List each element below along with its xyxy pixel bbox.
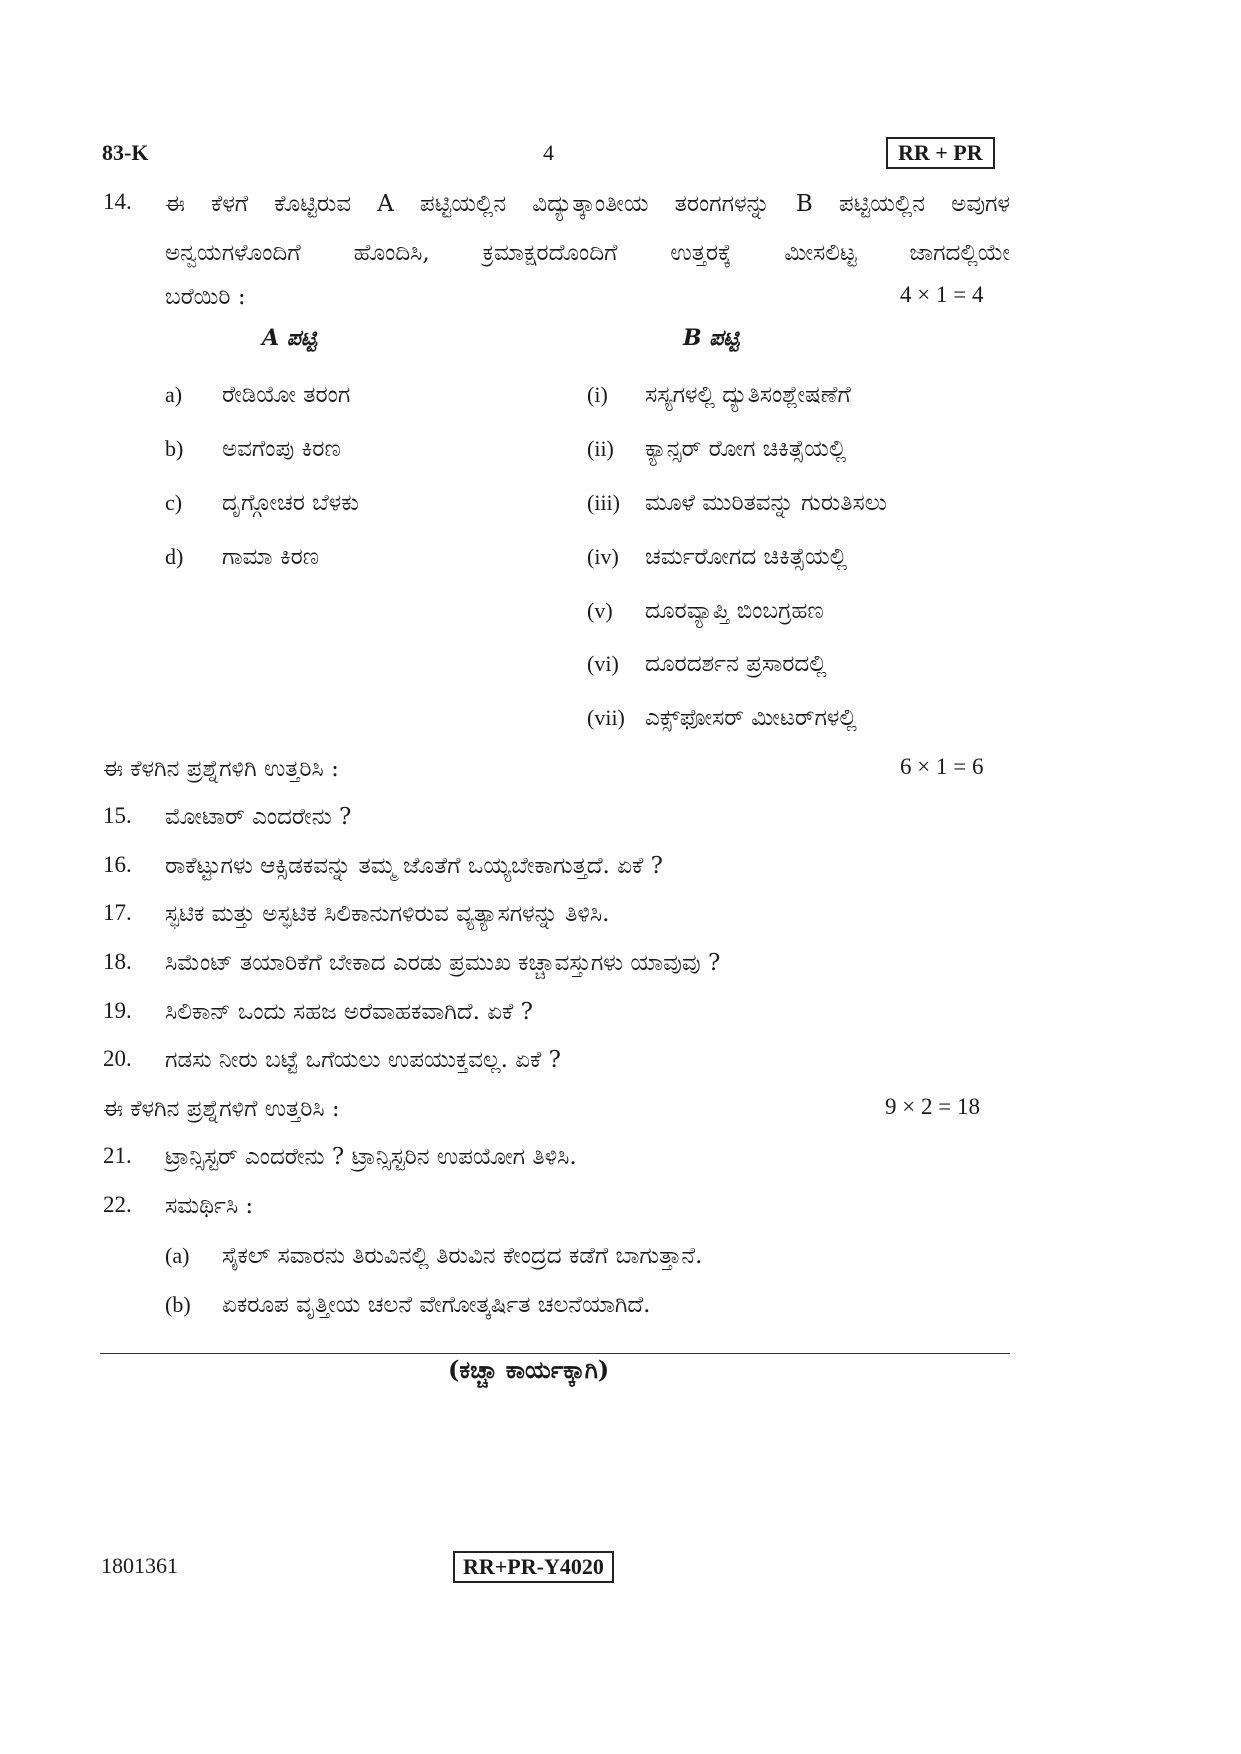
q22-a-text: ಸೈಕಲ್ ಸವಾರನು ತಿರುವಿನಲ್ಲಿ ತಿರುವಿನ ಕೇಂದ್ರದ ಕಡೆಗೆ ಬಾಗುತ್ತಾನೆ. (222, 1243, 703, 1269)
q22-text: ಸಮರ್ಥಿಸಿ : (165, 1193, 254, 1219)
column-b-title: B ಪಟ್ಟಿ (683, 325, 740, 351)
col-b-item: ಮೂಳೆ ಮುರಿತವನ್ನು ಗುರುತಿಸಲು (645, 490, 887, 516)
col-b-item: ಸಸ್ಯಗಳಲ್ಲಿ ದ್ಯುತಿಸಂಶ್ಲೇಷಣೆಗೆ (645, 382, 851, 408)
section-instruction: ಈ ಕೆಳಗಿನ ಪ್ರಶ್ನೆಗಳಿಗೆ ಉತ್ತರಿಸಿ : (103, 1096, 340, 1122)
q14-line3: ಬರೆಯಿರಿ : (165, 284, 246, 310)
col-a-item: ದೃಗ್ಗೋಚರ ಬೆಳಕು (222, 490, 359, 516)
col-b-item: ದೂರವ್ಯಾಪ್ತಿ ಬಿಂಬಗ್ರಹಣ (645, 598, 824, 624)
q18-number: 18. (103, 949, 132, 974)
col-b-label: (iv) (587, 544, 619, 569)
q18-text: ಸಿಮೆಂಟ್ ತಯಾರಿಕೆಗೆ ಬೇಕಾದ ಎರಡು ಪ್ರಮುಖ ಕಚ್ಚಾವಸ್ತುಗಳು ಯಾವುವು ? (165, 950, 721, 976)
q14-marks: 4 × 1 = 4 (900, 282, 984, 307)
q16-text: ರಾಕೆಟ್ಟುಗಳು ಆಕ್ಸಿಡಕವನ್ನು ತಮ್ಮ ಜೊತೆಗೆ ಒಯ್ಯಬೇಕಾಗುತ್ತದೆ. ಏಕೆ ? (165, 853, 663, 879)
q22-b-label: (b) (165, 1292, 191, 1317)
paper-code: 83-K (102, 140, 149, 165)
section-marks: 9 × 2 = 18 (885, 1094, 980, 1119)
footer-version-box: RR+PR-Y4020 (453, 1551, 614, 1583)
section-instruction: ಈ ಕೆಳಗಿನ ಪ್ರಶ್ನೆಗಳಿಗಿ ಉತ್ತರಿಸಿ : (103, 756, 339, 782)
col-b-label: (iii) (587, 490, 620, 515)
q15-number: 15. (103, 803, 132, 828)
col-a-item: ಗಾಮಾ ಕಿರಣ (222, 544, 320, 570)
q22-b-text: ಏಕರೂಪ ವೃತ್ತೀಯ ಚಲನೆ ವೇಗೋತ್ಕರ್ಷಿತ ಚಲನೆಯಾಗಿದೆ. (222, 1292, 651, 1318)
q14-line2: ಅನ್ವಯಗಳೊಂದಿಗೆ ಹೊಂದಿಸಿ, ಕ್ರಮಾಕ್ಷರದೊಂದಿಗೆ ಉತ್ತರಕ್ಕೆ ಮೀಸಲಿಟ್ಟ ಜಾಗದಲ್ಲಿಯೇ (165, 240, 1010, 266)
col-b-item: ದೂರದರ್ಶನ ಪ್ರಸಾರದಲ್ಲಿ (645, 651, 827, 677)
section-divider (100, 1353, 1010, 1354)
col-a-label: d) (165, 544, 184, 569)
q22-number: 22. (103, 1192, 132, 1217)
col-b-item: ಚರ್ಮರೋಗದ ಚಿಕಿತ್ಸೆಯಲ್ಲಿ (645, 544, 848, 570)
col-b-label: (v) (587, 598, 613, 623)
rough-work-label: (ಕಚ್ಚಾ ಕಾರ್ಯಕ್ಕಾಗಿ) (448, 1355, 610, 1384)
q17-text: ಸ್ಫಟಿಕ ಮತ್ತು ಅಸ್ಫಟಿಕ ಸಿಲಿಕಾನುಗಳಿರುವ ವ್ಯತ್ಯಾಸಗಳನ್ನು ತಿಳಿಸಿ. (165, 901, 610, 927)
q15-text: ಮೋಟಾರ್ ಎಂದರೇನು ? (165, 804, 352, 830)
q20-number: 20. (103, 1046, 132, 1071)
col-b-label: (vii) (587, 705, 625, 730)
q19-number: 19. (103, 998, 132, 1023)
q21-number: 21. (103, 1143, 132, 1168)
q14-number: 14. (103, 189, 132, 214)
col-a-label: a) (165, 382, 183, 407)
col-a-item: ರೇಡಿಯೋ ತರಂಗ (222, 382, 351, 408)
header-version-box: RR + PR (886, 137, 995, 169)
q14-line1: ಈ ಕೆಳಗೆ ಕೊಟ್ಟಿರುವ A ಪಟ್ಟಿಯಲ್ಲಿನ ವಿದ್ಯುತ್ಕಾಂತೀಯ ತರಂಗಗಳನ್ನು B ಪಟ್ಟಿಯಲ್ಲಿನ ಅವುಗಳ (165, 191, 1010, 217)
col-b-item: ಎಕ್ಸ್‌ಫೋಸರ್ ಮೀಟರ್‌ಗಳಲ್ಲಿ (645, 705, 857, 731)
col-b-label: (ii) (587, 436, 614, 461)
col-b-item: ಕ್ಯಾನ್ಸರ್ ರೋಗ ಚಿಕಿತ್ಸೆಯಲ್ಲಿ (645, 436, 847, 462)
page-number: 4 (543, 140, 554, 165)
col-b-label: (vi) (587, 651, 619, 676)
column-a-title: A ಪಟ್ಟಿ (262, 325, 317, 351)
q16-number: 16. (103, 852, 132, 877)
q17-number: 17. (103, 900, 132, 925)
footer-code: 1801361 (101, 1553, 178, 1578)
section-marks: 6 × 1 = 6 (900, 754, 984, 779)
col-a-item: ಅವಗೆಂಪು ಕಿರಣ (222, 436, 341, 462)
col-a-label: c) (165, 490, 183, 515)
col-b-label: (i) (587, 382, 608, 407)
q21-text: ಟ್ರಾನ್ಸಿಸ್ಟರ್ ಎಂದರೇನು ? ಟ್ರಾನ್ಸಿಸ್ಟರಿನ ಉಪಯೋಗ ತಿಳಿಸಿ. (165, 1144, 577, 1170)
q19-text: ಸಿಲಿಕಾನ್ ಒಂದು ಸಹಜ ಅರೆವಾಹಕವಾಗಿದೆ. ಏಕೆ ? (165, 999, 533, 1025)
q20-text: ಗಡಸು ನೀರು ಬಟ್ಟೆ ಒಗೆಯಲು ಉಪಯುಕ್ತವಲ್ಲ. ಏಕೆ ? (165, 1047, 561, 1073)
col-a-label: b) (165, 436, 184, 461)
q22-a-label: (a) (165, 1243, 190, 1268)
